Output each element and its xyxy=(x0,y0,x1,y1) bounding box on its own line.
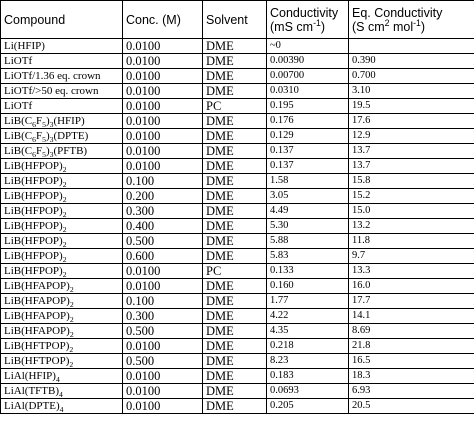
cell-compound: $LiB(HFAPOP)_2$ xyxy=(1,309,123,324)
cell-eq-conductivity: 13.2 xyxy=(349,219,474,234)
cell-eq-conductivity: 11.8 xyxy=(349,234,474,249)
cell-conductivity: 0.205 xyxy=(267,399,349,414)
table-row xyxy=(1,144,474,159)
unit-superscript: -1 xyxy=(413,17,421,28)
cell-eq-conductivity: 19.5 xyxy=(349,99,474,114)
cell-eq-conductivity: 8.69 xyxy=(349,324,474,339)
cell-eq-conductivity: 13.3 xyxy=(349,264,474,279)
cell-solvent: DME xyxy=(203,294,267,309)
table-row xyxy=(1,84,474,99)
cell-concentration: 0.0100 xyxy=(123,144,203,159)
cell-compound: LiOTf xyxy=(1,54,123,69)
table-row xyxy=(1,54,474,69)
cell-conductivity: 0.160 xyxy=(267,279,349,294)
cell-solvent: DME xyxy=(203,204,267,219)
cell-conductivity: 1.77 xyxy=(267,294,349,309)
cell-compound: $LiB(HFPOP)_2$ xyxy=(1,159,123,174)
cell-eq-conductivity: 16.0 xyxy=(349,279,474,294)
cell-compound: LiOTf/>50 eq. crown xyxy=(1,84,123,99)
cell-concentration: 0.0100 xyxy=(123,159,203,174)
cell-concentration: 0.100 xyxy=(123,294,203,309)
cell-conductivity: 3.05 xyxy=(267,189,349,204)
cell-compound: $LiB(HFTPOP)_2$ xyxy=(1,339,123,354)
table-row xyxy=(1,189,474,204)
cell-concentration: 0.0100 xyxy=(123,129,203,144)
header-conductivity-label: Conductivity xyxy=(270,5,339,20)
cell-compound: $LiB(C_6F_5)_3(PFTB)$ xyxy=(1,144,123,159)
cell-solvent: DME xyxy=(203,279,267,294)
table-row xyxy=(1,384,474,399)
cell-eq-conductivity: 16.5 xyxy=(349,354,474,369)
cell-solvent: DME xyxy=(203,129,267,144)
cell-compound: $LiB(HFPOP)_2$ xyxy=(1,189,123,204)
table-row xyxy=(1,39,474,54)
cell-concentration: 0.0100 xyxy=(123,264,203,279)
cell-solvent: PC xyxy=(203,264,267,279)
cell-conductivity: 0.218 xyxy=(267,339,349,354)
header-row xyxy=(1,1,474,39)
cell-compound: $LiB(C_6F_5)_3(HFIP)$ xyxy=(1,114,123,129)
header-eq-conductivity-label: Eq. Conductivity xyxy=(352,5,443,20)
table-row xyxy=(1,249,474,264)
cell-concentration: 0.0100 xyxy=(123,99,203,114)
table-row xyxy=(1,234,474,249)
cell-eq-conductivity: 0.390 xyxy=(349,54,474,69)
cell-concentration: 0.0100 xyxy=(123,54,203,69)
cell-compound: $LiB(HFAPOP)_2$ xyxy=(1,294,123,309)
cell-conductivity: 4.35 xyxy=(267,324,349,339)
cell-concentration: 0.0100 xyxy=(123,84,203,99)
cell-solvent: DME xyxy=(203,84,267,99)
cell-concentration: 0.0100 xyxy=(123,399,203,414)
cell-solvent: DME xyxy=(203,339,267,354)
cell-concentration: 0.0100 xyxy=(123,339,203,354)
cell-eq-conductivity: 17.7 xyxy=(349,294,474,309)
cell-concentration: 0.200 xyxy=(123,189,203,204)
cell-conductivity: 0.00390 xyxy=(267,54,349,69)
header-conductivity-unit xyxy=(270,17,326,34)
header-conductivity xyxy=(267,1,349,39)
cell-compound: LiOTf xyxy=(1,99,123,114)
cell-conductivity: 0.0310 xyxy=(267,84,349,99)
cell-eq-conductivity: 15.8 xyxy=(349,174,474,189)
cell-concentration: 0.0100 xyxy=(123,369,203,384)
header-eq-conductivity-unit xyxy=(352,17,426,34)
cell-conductivity: 0.00700 xyxy=(267,69,349,84)
cell-conductivity: 0.137 xyxy=(267,144,349,159)
unit-superscript: 2 xyxy=(384,17,390,28)
table-header xyxy=(1,1,474,39)
cell-eq-conductivity: 13.7 xyxy=(349,159,474,174)
cell-conductivity: ~0 xyxy=(267,39,349,54)
cell-compound: $LiB(HFPOP)_2$ xyxy=(1,234,123,249)
unit-text: (mS cm xyxy=(270,19,314,34)
table-row xyxy=(1,219,474,234)
table-row xyxy=(1,369,474,384)
cell-compound: Li(HFIP) xyxy=(1,39,123,54)
unit-text: ) xyxy=(420,19,426,34)
cell-conductivity: 4.22 xyxy=(267,309,349,324)
table-row xyxy=(1,129,474,144)
cell-concentration: 0.100 xyxy=(123,174,203,189)
cell-solvent: DME xyxy=(203,399,267,414)
cell-compound: $LiB(HFPOP)_2$ xyxy=(1,249,123,264)
cell-solvent: DME xyxy=(203,219,267,234)
cell-solvent: DME xyxy=(203,354,267,369)
cell-conductivity: 5.30 xyxy=(267,219,349,234)
cell-solvent: DME xyxy=(203,144,267,159)
table-row xyxy=(1,324,474,339)
table-row xyxy=(1,294,474,309)
header-solvent: Solvent xyxy=(203,1,267,39)
cell-compound: $LiAl(HFIP)_4$ xyxy=(1,369,123,384)
unit-text: mol xyxy=(389,19,414,34)
cell-solvent: DME xyxy=(203,174,267,189)
table-body xyxy=(1,39,474,414)
cell-concentration: 0.400 xyxy=(123,219,203,234)
cell-concentration: 0.300 xyxy=(123,309,203,324)
cell-compound: $LiB(HFPOP)_2$ xyxy=(1,204,123,219)
cell-eq-conductivity: 14.1 xyxy=(349,309,474,324)
cell-solvent: DME xyxy=(203,189,267,204)
cell-eq-conductivity: 6.93 xyxy=(349,384,474,399)
cell-compound: $LiB(HFAPOP)_2$ xyxy=(1,324,123,339)
cell-concentration: 0.0100 xyxy=(123,39,203,54)
cell-eq-conductivity: 20.5 xyxy=(349,399,474,414)
cell-compound: $LiB(C_6F_5)_3(DPTE)$ xyxy=(1,129,123,144)
cell-solvent: DME xyxy=(203,324,267,339)
cell-concentration: 0.300 xyxy=(123,204,203,219)
unit-text: ) xyxy=(320,19,326,34)
cell-solvent: DME xyxy=(203,114,267,129)
cell-conductivity: 5.83 xyxy=(267,249,349,264)
cell-eq-conductivity: 9.7 xyxy=(349,249,474,264)
table-row xyxy=(1,354,474,369)
cell-conductivity: 4.49 xyxy=(267,204,349,219)
cell-compound: $LiB(HFPOP)_2$ xyxy=(1,264,123,279)
unit-text: (S cm xyxy=(352,19,385,34)
cell-eq-conductivity: 21.8 xyxy=(349,339,474,354)
cell-solvent: DME xyxy=(203,159,267,174)
cell-concentration: 0.600 xyxy=(123,249,203,264)
cell-eq-conductivity: 12.9 xyxy=(349,129,474,144)
cell-eq-conductivity: 3.10 xyxy=(349,84,474,99)
table-row xyxy=(1,264,474,279)
header-concentration: Conc. (M) xyxy=(123,1,203,39)
cell-concentration: 0.500 xyxy=(123,324,203,339)
cell-eq-conductivity: 0.700 xyxy=(349,69,474,84)
cell-conductivity: 0.183 xyxy=(267,369,349,384)
cell-concentration: 0.0100 xyxy=(123,114,203,129)
cell-compound: $LiB(HFTPOP)_2$ xyxy=(1,354,123,369)
cell-concentration: 0.500 xyxy=(123,234,203,249)
cell-solvent: DME xyxy=(203,54,267,69)
cell-conductivity: 5.88 xyxy=(267,234,349,249)
table-row xyxy=(1,339,474,354)
cell-conductivity: 0.133 xyxy=(267,264,349,279)
cell-eq-conductivity: 15.0 xyxy=(349,204,474,219)
cell-concentration: 0.0100 xyxy=(123,279,203,294)
table-row xyxy=(1,309,474,324)
cell-solvent: DME xyxy=(203,234,267,249)
cell-eq-conductivity: 13.7 xyxy=(349,144,474,159)
cell-conductivity: 1.58 xyxy=(267,174,349,189)
cell-concentration: 0.500 xyxy=(123,354,203,369)
table-row xyxy=(1,174,474,189)
cell-compound: $LiAl(DPTE)_4$ xyxy=(1,399,123,414)
header-eq-conductivity xyxy=(349,1,474,39)
cell-compound: $LiB(HFPOP)_2$ xyxy=(1,174,123,189)
table-row xyxy=(1,99,474,114)
table-row xyxy=(1,159,474,174)
cell-compound: LiOTf/1.36 eq. crown xyxy=(1,69,123,84)
cell-conductivity: 0.129 xyxy=(267,129,349,144)
cell-solvent: DME xyxy=(203,384,267,399)
cell-compound: $LiB(HFAPOP)_2$ xyxy=(1,279,123,294)
table-row xyxy=(1,204,474,219)
table-row xyxy=(1,279,474,294)
cell-solvent: DME xyxy=(203,309,267,324)
cell-conductivity: 0.176 xyxy=(267,114,349,129)
cell-solvent: DME xyxy=(203,39,267,54)
cell-eq-conductivity xyxy=(349,39,474,54)
cell-conductivity: 0.137 xyxy=(267,159,349,174)
cell-eq-conductivity: 17.6 xyxy=(349,114,474,129)
cell-eq-conductivity: 15.2 xyxy=(349,189,474,204)
cell-conductivity: 0.0693 xyxy=(267,384,349,399)
cell-conductivity: 0.195 xyxy=(267,99,349,114)
table-row xyxy=(1,399,474,414)
cell-solvent: DME xyxy=(203,69,267,84)
cell-concentration: 0.0100 xyxy=(123,384,203,399)
cell-solvent: DME xyxy=(203,249,267,264)
cell-solvent: PC xyxy=(203,99,267,114)
table-row xyxy=(1,69,474,84)
cell-compound: $LiB(HFPOP)_2$ xyxy=(1,219,123,234)
cell-eq-conductivity: 18.3 xyxy=(349,369,474,384)
table-row xyxy=(1,114,474,129)
cell-conductivity: 8.23 xyxy=(267,354,349,369)
unit-superscript: -1 xyxy=(313,17,321,28)
cell-compound: $LiAl(TFTB)_4$ xyxy=(1,384,123,399)
cell-solvent: DME xyxy=(203,369,267,384)
cell-concentration: 0.0100 xyxy=(123,69,203,84)
header-compound: Compound xyxy=(1,1,123,39)
